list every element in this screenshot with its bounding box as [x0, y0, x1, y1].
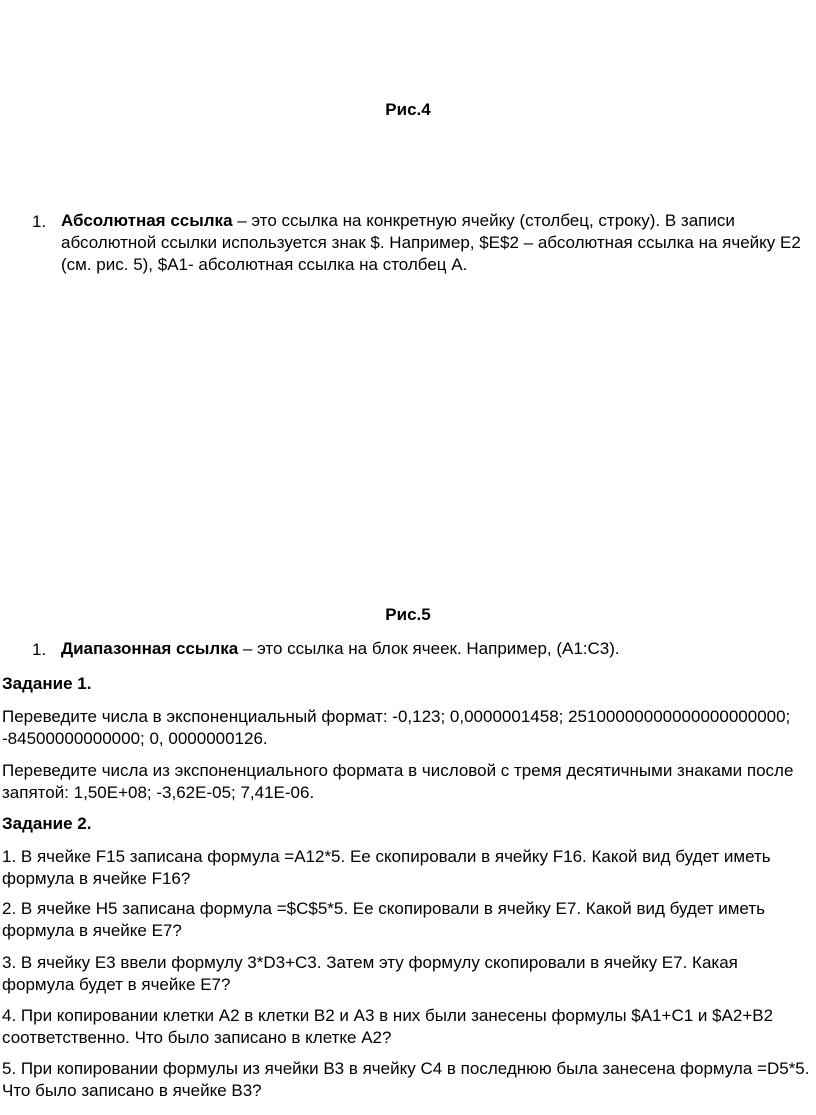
list-number: 1. [32, 212, 47, 231]
definition-text: – это ссылка на конкретную ячейку (столбец, строку). В записи абсолютной ссылки используется знак $. Например, $E$2 – абсолютная ссылка на ячейку E2 (см. рис. 5), $A1- абсолютная ссылка на столбец А. [61, 211, 801, 274]
task-2-question-3: 3. В ячейку E3 ввели формулу 3*D3+C3. Затем эту формулу скопировали в ячейку E7. Какая формула будет в ячейке E7? [2, 953, 738, 994]
term-range-reference: Диапазонная ссылка [61, 639, 239, 658]
task-2-question-2: 2. В ячейке H5 записана формула =$C$5*5. Ее скопировали в ячейку E7. Какой вид будет иметь формула в ячейке E7? [2, 899, 765, 940]
figure-4-caption: Рис.4 [385, 100, 431, 119]
definition-text: – это ссылка на блок ячеек. Например, (А1:С3). [238, 639, 620, 658]
task-2-heading: Задание 2. [2, 814, 92, 833]
figure-5-caption: Рис.5 [385, 605, 431, 624]
task-1-heading: Задание 1. [2, 674, 92, 693]
task-2-question-5: 5. При копировании формулы из ячейки В3 в ячейку С4 в последнюю была занесена формула =D5*5. Что было записано в ячейке В3? [2, 1059, 810, 1100]
task-1-paragraph-2: Переведите числа из экспоненциального формата в числовой с тремя десятичными знаками после запятой: 1,50Е+08; -3,62Е-05; 7,41Е-06. [2, 761, 794, 802]
term-absolute-reference: Абсолютная ссылка [61, 211, 233, 230]
task-2-question-4: 4. При копировании клетки А2 в клетки В2 и А3 в них были занесены формулы $A1+C1 и $A2+B2 соответственно. Что было записано в клетке А2? [2, 1006, 774, 1047]
range-reference-definition [61, 638, 813, 660]
list-number: 1. [32, 640, 47, 659]
absolute-reference-definition [61, 210, 813, 276]
task-1-paragraph-1: Переведите числа в экспоненциальный формат: -0,123; 0,0000001458; 25100000000000000000000; -84500000000000; 0, 0000000126. [2, 707, 791, 748]
task-2-question-1: 1. В ячейке F15 записана формула =A12*5. Ее скопировали в ячейку F16. Какой вид будет иметь формула в ячейке F16? [2, 847, 771, 888]
